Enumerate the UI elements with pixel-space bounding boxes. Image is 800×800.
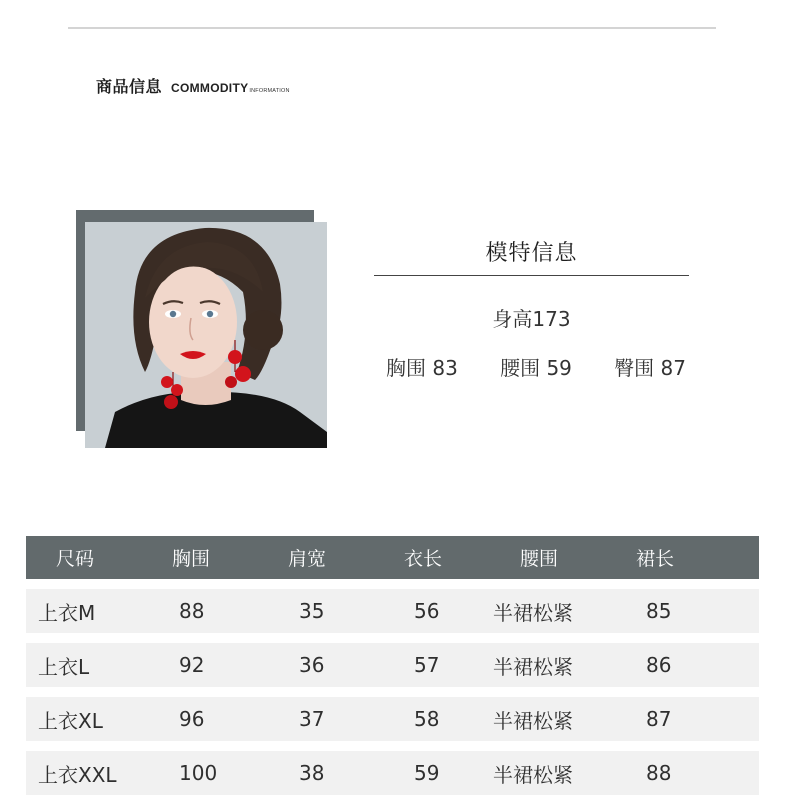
row-size: 上衣XL	[38, 708, 103, 733]
row-shoulder: 38	[299, 761, 325, 785]
table-row	[26, 751, 759, 795]
header-length: 衣长	[404, 548, 443, 570]
section-title-en-small: INFORMATION	[249, 88, 290, 94]
row-bust: 92	[179, 653, 205, 677]
row-shoulder: 36	[299, 653, 325, 677]
row-length: 56	[414, 599, 440, 623]
model-info-title: 模特信息	[485, 241, 578, 266]
row-skirt-length: 86	[646, 653, 672, 677]
row-waist: 半裙松紧	[493, 762, 573, 787]
row-skirt-length: 85	[646, 599, 672, 623]
model-photo	[85, 222, 327, 448]
section-title-cn: 商品信息	[96, 77, 163, 96]
row-skirt-length: 87	[646, 707, 672, 731]
top-divider	[68, 27, 716, 29]
row-length: 59	[414, 761, 440, 785]
header-bust: 胸围	[172, 548, 211, 570]
header-skirt-length: 裙长	[636, 548, 675, 570]
table-header-row	[26, 536, 759, 579]
size-table	[26, 536, 759, 795]
row-bust: 96	[179, 707, 205, 731]
row-skirt-length: 88	[646, 761, 672, 785]
row-bust: 100	[179, 761, 218, 785]
row-bust: 88	[179, 599, 205, 623]
table-row	[26, 589, 759, 633]
row-size: 上衣M	[38, 600, 96, 625]
section-heading	[96, 74, 290, 97]
table-row	[26, 697, 759, 741]
row-size: 上衣L	[38, 654, 90, 679]
row-length: 57	[414, 653, 440, 677]
row-shoulder: 35	[299, 599, 325, 623]
row-waist: 半裙松紧	[493, 600, 573, 625]
model-height: 身高173	[492, 307, 571, 331]
row-size: 上衣XXL	[38, 762, 117, 787]
row-waist: 半裙松紧	[493, 654, 573, 679]
model-waist: 腰围 59	[500, 356, 572, 380]
row-shoulder: 37	[299, 707, 325, 731]
section-title-en: COMMODITY	[171, 81, 249, 95]
header-size: 尺码	[56, 548, 95, 570]
table-row	[26, 643, 759, 687]
header-waist: 腰围	[520, 548, 559, 570]
row-length: 58	[414, 707, 440, 731]
model-measurements	[386, 352, 686, 381]
model-bust: 胸围 83	[386, 356, 458, 380]
header-shoulder: 肩宽	[288, 548, 327, 570]
model-info-divider	[374, 275, 689, 276]
model-hip: 臀围 87	[614, 356, 686, 380]
row-waist: 半裙松紧	[493, 708, 573, 733]
